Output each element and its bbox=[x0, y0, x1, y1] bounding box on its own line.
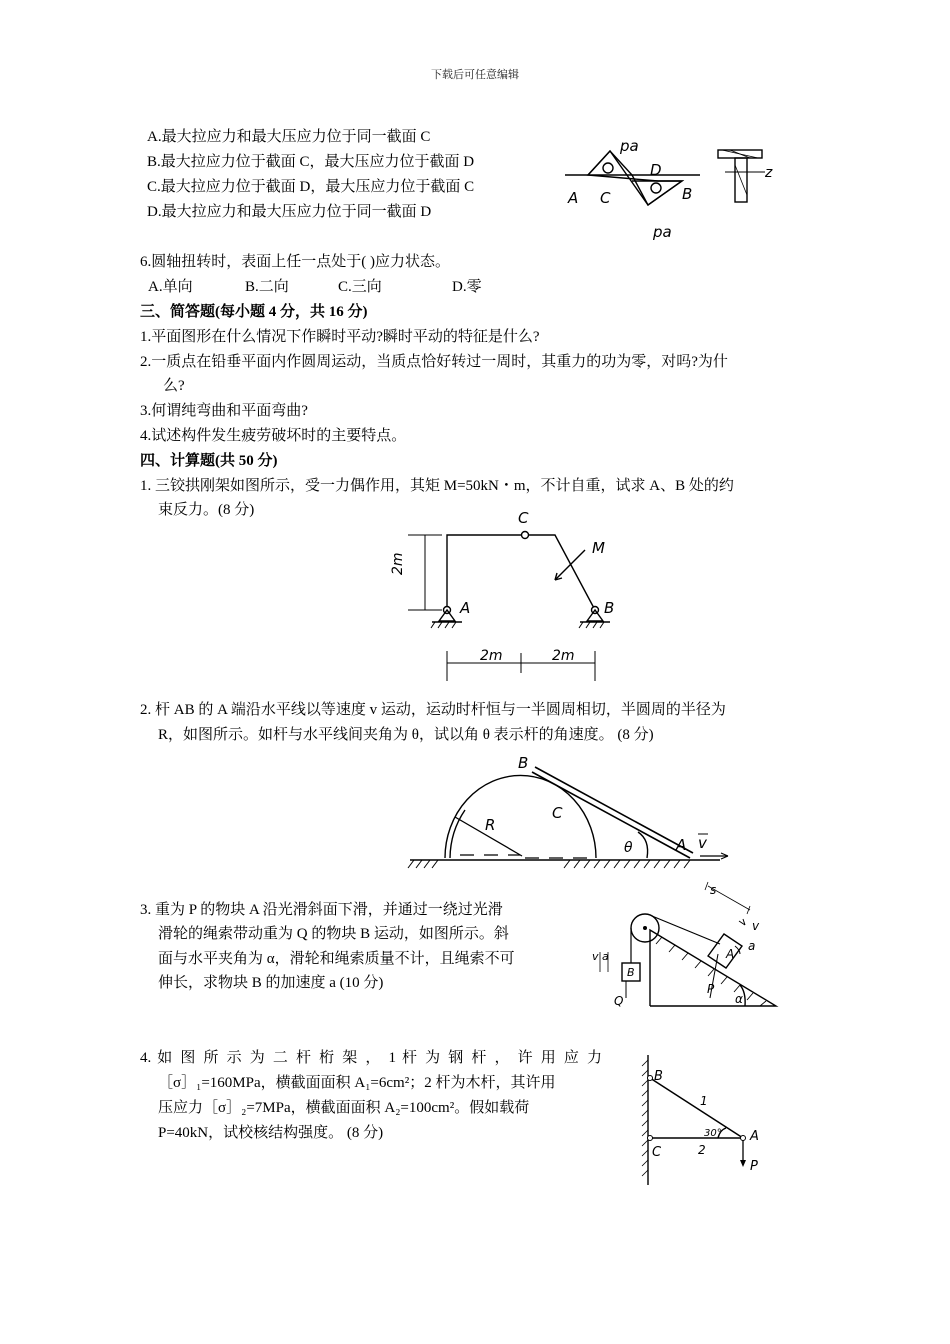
section3-item-3: 3.何谓纯弯曲和平面弯曲? bbox=[140, 403, 308, 419]
q5-option-b: B.最大拉应力位于截面 C，最大压应力位于截面 D bbox=[147, 154, 475, 170]
fig-incline-label-a: A bbox=[726, 947, 735, 961]
problem-4-line-3: 压应力［σ］₂=7MPa，横截面面积 A₂=100cm²。假如载荷 bbox=[158, 1100, 530, 1116]
q5-option-a: A.最大拉应力和最大压应力位于同一截面 C bbox=[147, 129, 431, 145]
fig-truss-label-b: B bbox=[654, 1069, 663, 1084]
section3-item-4: 4.试述构件发生疲劳破坏时的主要特点。 bbox=[140, 428, 407, 444]
fig-semicircle-label-b: B bbox=[518, 754, 529, 772]
fig-incline-label-v: v bbox=[752, 919, 760, 933]
fig-moment-label-d: D bbox=[650, 161, 662, 179]
fig-moment-pa-top: pa bbox=[620, 137, 639, 155]
fig-truss-label-2: 2 bbox=[698, 1143, 706, 1157]
fig-truss-label-p: P bbox=[750, 1159, 758, 1174]
q6-option-a: A.单向 bbox=[148, 279, 193, 295]
q5-option-d: D.最大拉应力和最大压应力位于同一截面 D bbox=[147, 204, 432, 220]
fig-frame-label-b: B bbox=[604, 599, 615, 617]
three-hinge-frame-figure bbox=[380, 505, 620, 685]
fig-incline-label-a-accel: a bbox=[748, 939, 756, 953]
moment-diagram-figure bbox=[560, 125, 800, 245]
problem-4-line-4: P=40kN，试校核结构强度。 (8 分) bbox=[158, 1125, 384, 1141]
fig-semicircle-label-r: R bbox=[485, 816, 496, 834]
fig-semicircle-label-c: C bbox=[552, 804, 563, 822]
q6-option-b: B.二向 bbox=[245, 279, 289, 295]
fig-moment-pa-bottom: pa bbox=[653, 223, 672, 241]
fig-moment-label-z: z bbox=[765, 165, 773, 181]
two-bar-truss-figure bbox=[630, 1050, 780, 1190]
fig-frame-label-a: A bbox=[460, 599, 471, 617]
problem-1-line-2: 束反力。(8 分) bbox=[158, 502, 255, 518]
problem-2-line-2: R，如图所示。如杆与水平线间夹角为 θ，试以角 θ 表示杆的角速度。 (8 分) bbox=[158, 727, 654, 743]
fig-moment-label-a: A bbox=[568, 189, 579, 207]
fig-truss-label-c: C bbox=[652, 1145, 662, 1160]
section3-item-1: 1.平面图形在什么情况下作瞬时平动?瞬时平动的特征是什么? bbox=[140, 329, 540, 345]
fig-truss-label-1: 1 bbox=[700, 1094, 708, 1108]
fig-incline-label-s: s bbox=[710, 883, 717, 897]
problem-1-line-1: 1. 三铰拱刚架如图所示，受一力偶作用，其矩 M=50kN・m，不计自重，试求 A、B 处的约 bbox=[140, 478, 734, 494]
fig-semicircle-label-v: v bbox=[698, 834, 707, 852]
q5-option-c: C.最大拉应力位于截面 D，最大压应力位于截面 C bbox=[147, 179, 475, 195]
fig-moment-label-c: C bbox=[600, 189, 611, 207]
fig-incline-label-alpha: α bbox=[735, 992, 743, 1006]
problem-3-line-1: 3. 重为 P 的物块 A 沿光滑斜面下滑，并通过一绕过光滑 bbox=[140, 902, 503, 918]
fig-incline-label-p: P bbox=[707, 982, 715, 996]
problem-3-line-2: 滑轮的绳索带动重为 Q 的物块 B 运动，如图所示。斜 bbox=[158, 926, 509, 942]
fig-incline-label-q: Q bbox=[614, 994, 624, 1008]
section4-title: 四、计算题(共 50 分) bbox=[140, 453, 278, 469]
fig-incline-label-b: B bbox=[627, 966, 635, 979]
fig-frame-label-m: M bbox=[592, 539, 605, 557]
fig-truss-label-angle: 30° bbox=[704, 1128, 722, 1139]
incline-pulley-figure bbox=[590, 880, 790, 1015]
section3-item-2-cont: 么? bbox=[163, 378, 185, 394]
page-header: 下载后可任意编辑 bbox=[431, 69, 519, 81]
fig-frame-width-2: 2m bbox=[552, 648, 575, 664]
problem-2-line-1: 2. 杆 AB 的 A 端沿水平线以等速度 v 运动，运动时杆恒与一半圆周相切，半圆周的半径为 bbox=[140, 702, 726, 718]
q6-option-d: D.零 bbox=[452, 279, 482, 295]
problem-4-line-1: 4. 如 图 所 示 为 二 杆 桁 架 ， 1 杆 为 钢 杆 ， 许 用 应 力 bbox=[140, 1050, 602, 1066]
section3-title: 三、简答题(每小题 4 分，共 16 分) bbox=[140, 304, 368, 320]
q6-option-c: C.三向 bbox=[338, 279, 382, 295]
semicircle-rod-figure bbox=[400, 750, 740, 880]
problem-3-line-3: 面与水平夹角为 α，滑轮和绳索质量不计，且绳索不可 bbox=[158, 951, 515, 967]
section3-item-2: 2.一质点在铅垂平面内作圆周运动，当质点恰好转过一周时，其重力的功为零，对吗?为什 bbox=[140, 354, 728, 370]
fig-truss-label-a: A bbox=[750, 1129, 759, 1144]
problem-4-line-2: ［σ］₁=160MPa，横截面面积 A₁=6cm²；2 杆为木杆，其许用 bbox=[158, 1075, 556, 1091]
fig-moment-label-b: B bbox=[682, 185, 693, 203]
fig-frame-width-1: 2m bbox=[480, 648, 503, 664]
fig-incline-label-va: v a bbox=[592, 950, 609, 963]
fig-semicircle-label-a: A bbox=[676, 836, 687, 854]
fig-semicircle-label-theta: θ bbox=[624, 840, 633, 856]
fig-frame-label-c: C bbox=[518, 509, 529, 527]
problem-3-line-4: 伸长，求物块 B 的加速度 a (10 分) bbox=[158, 975, 384, 991]
q6-question: 6.圆轴扭转时，表面上任一点处于( )应力状态。 bbox=[140, 254, 450, 270]
fig-frame-height: 2m bbox=[390, 552, 406, 575]
